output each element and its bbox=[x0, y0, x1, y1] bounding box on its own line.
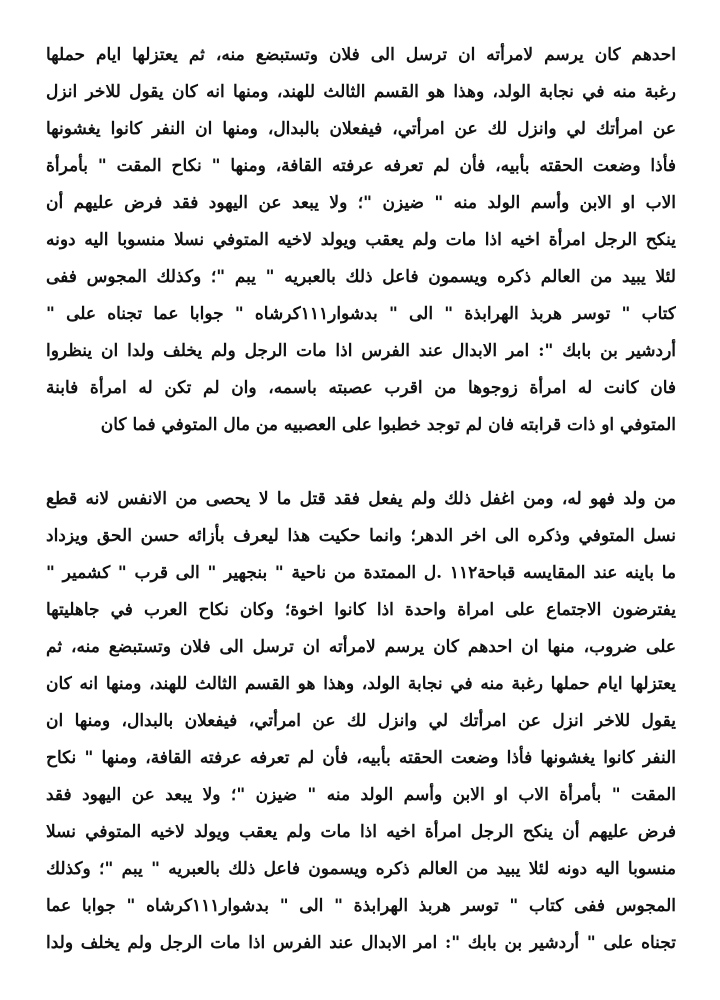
text-line: منسوبا اليه دونه لئلا يبيد من العالم ذكره ويسمون فاعل ذلك بالعبريه " يبم "؛ وكذلك bbox=[46, 859, 676, 879]
text-line: المقت " بأمرأة الاب او الابن وأسم الولد منه " ضيزن "؛ ولا يبعد عن اليهود فقد bbox=[46, 785, 676, 805]
paragraph-2 bbox=[46, 481, 676, 962]
text-line: النفر كانوا يغشونها فأذا وضعت الحقته بأبيه، فأن لم تعرفه عرفته القافة، ومنها " نكاح bbox=[46, 748, 676, 768]
text-line: ما باينه عند المقايسه قباحة١١٢ .ل الممتدة من ناحية " بنجهير " الى قرب " كشمير " bbox=[46, 563, 676, 583]
text-line: رغبة منه في نجابة الولد، وهذا هو القسم الثالث للهند، ومنها انه كان يقول للاخر انزل bbox=[46, 82, 676, 102]
text-line: الاب او الابن وأسم الولد منه " ضيزن "؛ ولا يبعد عن اليهود فقد فرض عليهم أن bbox=[46, 193, 676, 213]
paragraph-1 bbox=[46, 37, 676, 444]
text-line: ينكح الرجل امرأة اخيه اذا مات ولم يعقب ويولد لاخيه المتوفي نسلا منسوبا اليه دونه bbox=[46, 230, 676, 250]
text-line: أردشير بن بابك ": امر الابدال عند الفرس اذا مات الرجل ولم يخلف ولدا ان ينظروا bbox=[46, 341, 676, 361]
text-line: لئلا يبيد من العالم ذكره ويسمون فاعل ذلك بالعبريه " يبم "؛ وكذلك المجوس ففى bbox=[46, 267, 676, 287]
text-line: نسل المتوفي وذكره الى اخر الدهر؛ وانما حكيت هذا ليعرف بأزائه حسن الحق ويزداد bbox=[46, 526, 676, 546]
text-line: من ولد فهو له، ومن اغفل ذلك ولم يفعل فقد قتل ما لا يحصى من الانفس لانه قطع bbox=[46, 489, 676, 509]
text-line: على ضروب، منها ان احدهم كان يرسم لامرأته ان ترسل الى فلان وتستبضع منه، ثم bbox=[46, 637, 676, 657]
text-line: كتاب " توسر هربذ الهرابذة " الى " بدشوار١١١كرشاه " جوابا عما تجناه على " bbox=[46, 304, 676, 324]
text-line: تجناه على " أردشير بن بابك ": امر الابدال عند الفرس اذا مات الرجل ولم يخلف ولدا bbox=[46, 933, 676, 953]
text-line: يعتزلها ايام حملها رغبة منه في نجابة الولد، وهذا هو القسم الثالث للهند، ومنها انه كان bbox=[46, 674, 676, 694]
text-line: فأذا وضعت الحقته بأبيه، فأن لم تعرفه عرفته القافة، ومنها " نكاح المقت " بأمرأة bbox=[46, 156, 676, 176]
text-line: يقول للاخر انزل عن امرأتك لي وانزل لك عن امرأتي، فيفعلان بالبدال، ومنها ان bbox=[46, 711, 676, 731]
text-line: يفترضون الاجتماع على امراة واحدة اذا كانوا اخوة؛ وكان نكاح العرب في جاهليتها bbox=[46, 600, 676, 620]
text-line: عن امرأتك لي وانزل لك عن امرأتي، فيفعلان بالبدال، ومنها ان النفر كانوا يغشونها bbox=[46, 119, 676, 139]
text-line: المجوس ففى كتاب " توسر هربذ الهرابذة " الى " بدشوار١١١كرشاه " جوابا عما bbox=[46, 896, 676, 916]
text-line: احدهم كان يرسم لامرأته ان ترسل الى فلان وتستبضع منه، ثم يعتزلها ايام حملها bbox=[46, 45, 676, 65]
text-line: المتوفي او ذات قرابته فان لم توجد خطبوا على العصبيه من مال المتوفي فما كان bbox=[100, 415, 676, 435]
text-line: فان كانت له امرأة زوجوها من اقرب عصبته باسمه، وان لم تكن له امرأة فابنة bbox=[46, 378, 676, 398]
text-line: فرض عليهم أن ينكح الرجل امرأة اخيه اذا مات ولم يعقب ويولد لاخيه المتوفي نسلا bbox=[46, 822, 676, 842]
